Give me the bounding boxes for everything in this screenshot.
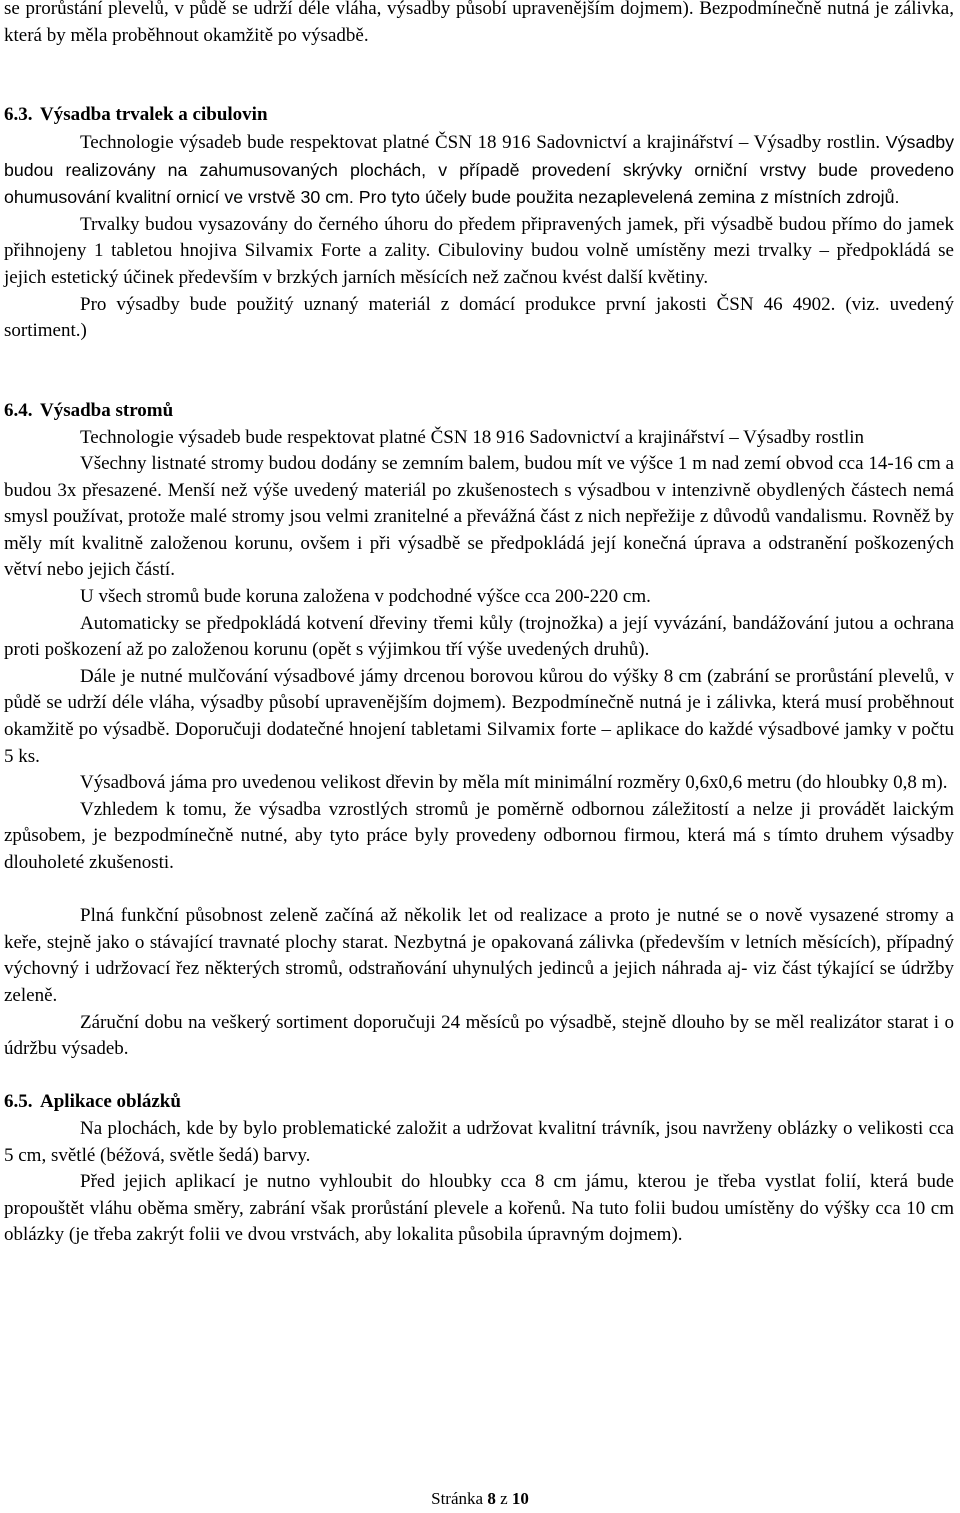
section-heading-6-3 [4, 102, 954, 129]
paragraph: U všech stromů bude koruna založena v podchodné výšce cca 200-220 cm. [80, 586, 651, 608]
paragraph: Výsadbová jáma pro uvedenou velikost dřevin by měla mít minimální rozměry 0,6x0,6 metru (do hloubky 0,8 m). [80, 772, 948, 794]
paragraph: Plná funkční působnost zeleně začíná až několik let od realizace a proto je nutné se o nově vysazené stromy a keře, stejně jako o stávající travnaté plochy starat. Nezbytná je opakovaná zálivka (především v letních měsících), případný výchovný i udržovací řez některých stromů, odstraňování uhynulých jedinců a jejich náhrada aj- viz část týkající se údržby zeleně. [4, 905, 954, 1006]
page-of: z [500, 1489, 508, 1508]
paragraph: Technologie výsadeb bude respektovat platné ČSN 18 916 Sadovnictví a krajinářství – Výsadby rostlin [80, 426, 865, 448]
spacer [4, 76, 954, 103]
page-footer [0, 1488, 960, 1510]
spacer [4, 371, 954, 398]
section-heading-6-4 [4, 398, 954, 425]
section-number: 6.3. [4, 104, 33, 126]
spacer [4, 1063, 954, 1090]
section-number: 6.5. [4, 1091, 33, 1113]
paragraph: Dále je nutné mulčování výsadbové jámy drcenou borovou kůrou do výšky 8 cm (zabrání se prorůstání plevelů, v půdě se udrží déle vláha, výsadby působí upravenějším dojmem). Bezpodmínečně nutná je i zálivka, která musí proběhnout okamžitě po výsadbě. Doporučuji dodatečné hnojení tabletami Silvamix forte – aplikace do každé výsadbové jamky v počtu 5 ks. [4, 665, 954, 767]
paragraph-text: Technologie výsadeb bude respektovat platné ČSN 18 916 Sadovnictví a krajinářství – Výsadby rostlin. [80, 131, 881, 153]
paragraph: Trvalky budou vysazovány do černého úhoru do předem připravených jamek, při výsadbě budou přímo do jamek přihnojeny 1 tabletou hnojiva Silvamix Forte a zality. Cibuloviny budou volně umístěny mezi trvalky – předpokládá se jejich estetický účinek především v brzkých jarních měsících než začnou kvést další květiny. [4, 213, 954, 288]
paragraph [4, 129, 954, 212]
section-heading-6-5 [4, 1089, 954, 1116]
spacer [4, 877, 954, 904]
section-title: Výsadba stromů [40, 399, 174, 421]
paragraph: Záruční dobu na veškerý sortiment doporučuji 24 měsíců po výsadbě, stejně dlouho by se měl realizátor starat i o údržbu výsadeb. [4, 1011, 954, 1060]
paragraph: Automaticky se předpokládá kotvení dřeviny třemi kůly (trojnožka) a její vyvázání, bandážování jutou a ochrana proti poškození až po založenou korunu (opět s výjimkou tří výše uvedených druhů). [4, 612, 954, 661]
paragraph: Před jejich aplikací je nutno vyhloubit do hloubky cca 8 cm jámu, kterou je třeba vystlat folií, která bude propouštět vláhu oběma směry, zabrání však prorůstání plevele a kořenů. Na tuto folii budou umístěny do výšky cca 10 cm oblázky (je třeba zakrýt folii ve dvou vrstvách, aby lokalita působila úpravným dojmem). [4, 1171, 954, 1246]
paragraph: Všechny listnaté stromy budou dodány se zemním balem, budou mít ve výšce 1 m nad zemí obvod cca 14-16 cm a budou 3x přesazené. Menší než výše uvedený materiál po zkušenostech s výsadbou v intenzivně obydlených částech nemá smysl používat, protože malé stromy jsou velmi zranitelné a převážná část z nich nepřežije z důvodů vandalismu. Rovněž by měly mít kvalitně založenou korunu, ovšem i při výsadbě se předpokládá její konečná úprava a odstranění poškozených větví nebo jejich částí. [4, 453, 954, 581]
intro-paragraph: se prorůstání plevelů, v půdě se udrží déle vláha, výsadby působí upravenějším dojmem). Bezpodmínečně nutná je zálivka, která by měla proběhnout okamžitě po výsadbě. [4, 0, 954, 46]
paragraph: Pro výsadby bude použitý uznaný materiál z domácí produkce první jakosti ČSN 46 4902. (viz. uvedený sortiment.) [4, 293, 954, 342]
page-label: Stránka [431, 1489, 484, 1508]
page-current: 8 [487, 1489, 496, 1508]
spacer [4, 49, 954, 76]
section-title: Výsadba trvalek a cibulovin [40, 104, 268, 126]
paragraph: Na plochách, kde by bylo problematické založit a udržovat kvalitní trávník, jsou navrženy oblázky o velikosti cca 5 cm, světlé (béžová, světle šedá) barvy. [4, 1117, 954, 1166]
paragraph-text-sans: Výsadby budou realizovány na zahumusovaných plochách, v případě provedení skrývky orniční vrstvy bude provedeno ohumusování kvalitní ornicí ve vrstvě 30 cm. Pro tyto účely bude použita nezaplevelená zemina z místních zdrojů. [4, 131, 954, 208]
section-number: 6.4. [4, 399, 33, 421]
spacer [4, 345, 954, 372]
paragraph: Vzhledem k tomu, že výsadba vzrostlých stromů je poměrně odbornou záležitostí a nelze ji provádět laickým způsobem, je bezpodmínečně nutné, aby tyto práce byly provedeny odbornou firmou, která má s tímto druhem výsadby dlouholeté zkušenosti. [4, 798, 954, 873]
page-total: 10 [511, 1489, 529, 1508]
section-title: Aplikace oblázků [40, 1091, 181, 1113]
